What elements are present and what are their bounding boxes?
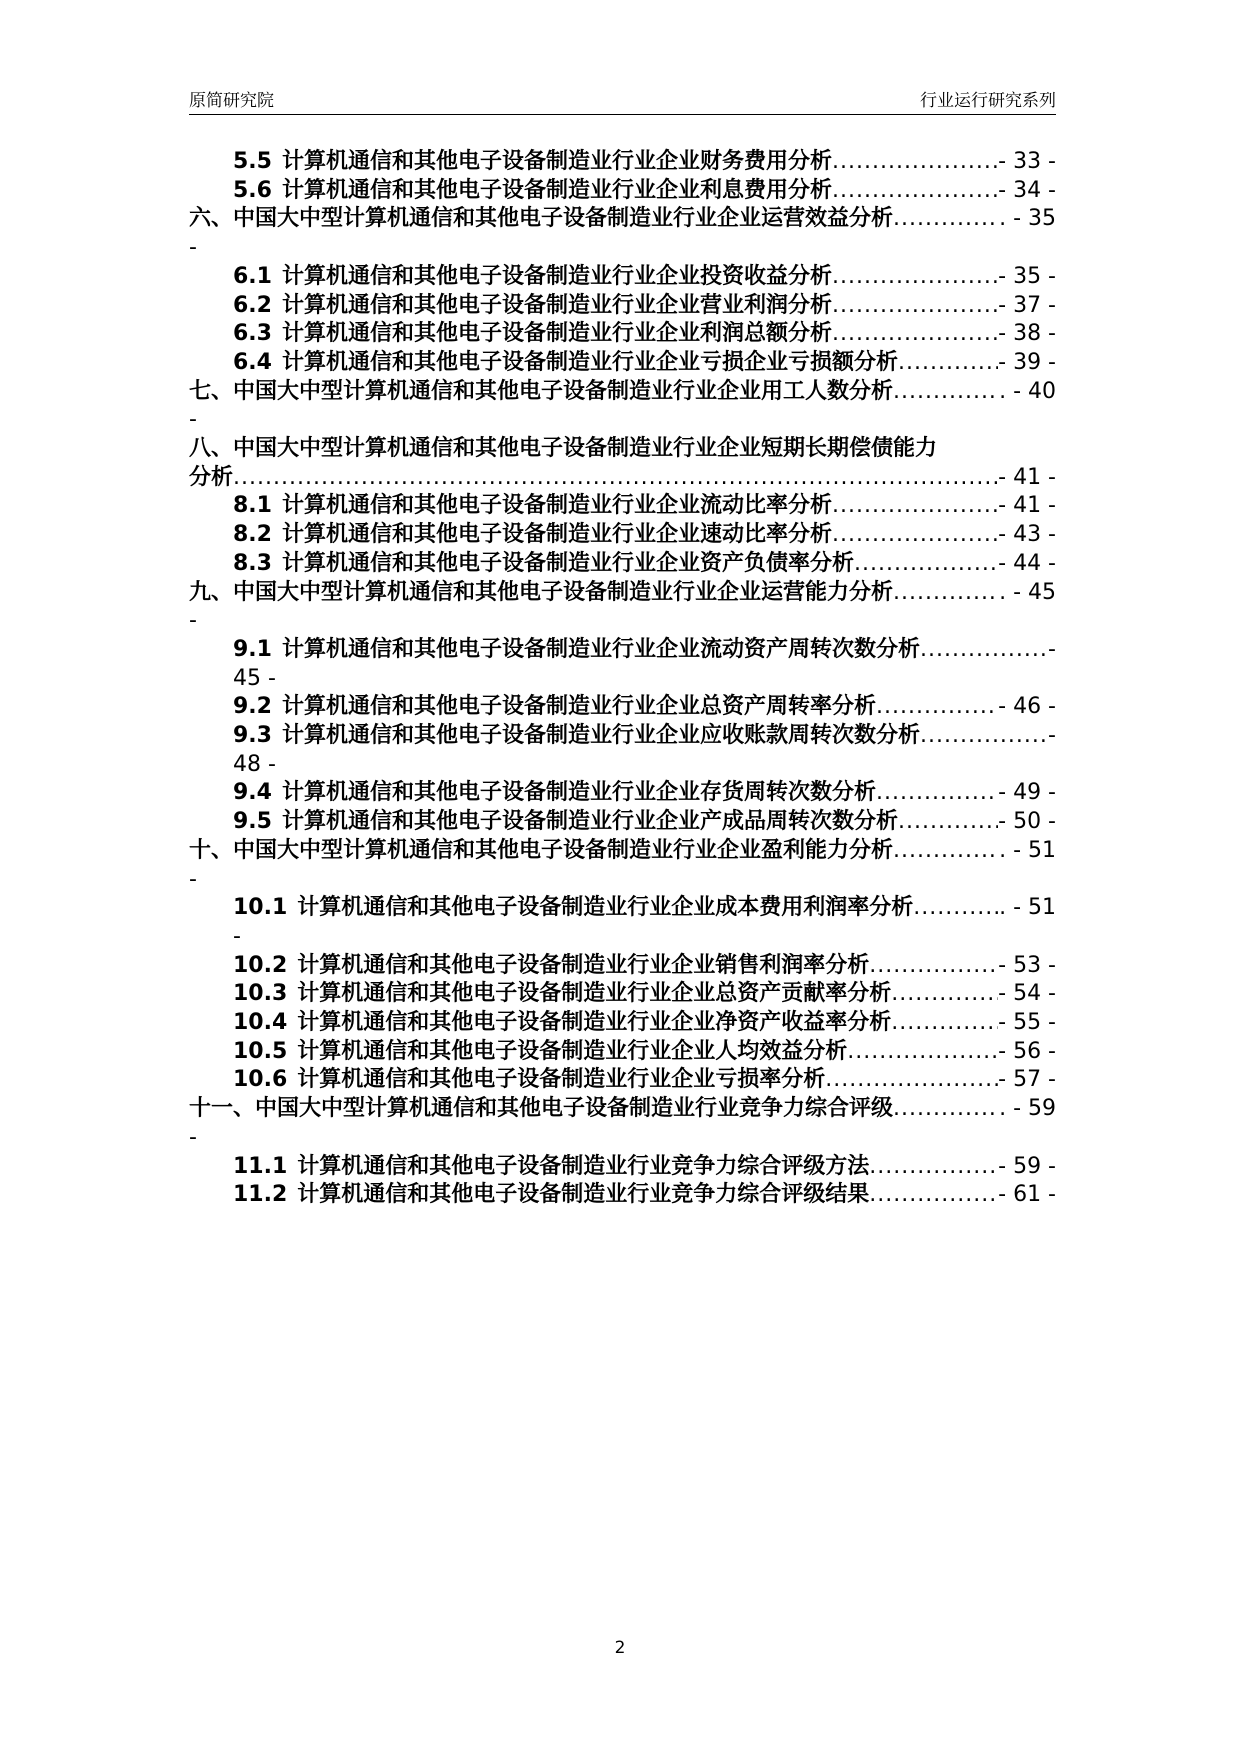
toc-entry-title: 计算机通信和其他电子设备制造业行业企业亏损企业亏损额分析 (281, 349, 898, 375)
toc-leader-dots (832, 261, 998, 293)
toc-leader-dots (920, 720, 1048, 752)
toc-leader-dots (832, 175, 998, 207)
toc-page-continuation: - (189, 1124, 197, 1150)
toc-entry-page: - 38 - (998, 321, 1056, 347)
toc-leader-dots (898, 806, 998, 838)
toc-entry[interactable] (233, 290, 1056, 322)
page-number: 2 (614, 1638, 626, 1658)
toc-entry[interactable] (233, 175, 1056, 207)
toc-entry-page: . - 45 (999, 579, 1056, 605)
toc-leader-dots (876, 777, 998, 809)
toc-entry-number: 5.5 (233, 149, 272, 174)
toc-entry-number: 10.3 (233, 981, 288, 1007)
toc-entry-title: 计算机通信和其他电子设备制造业行业企业人均效益分析 (297, 1038, 848, 1064)
toc-entry[interactable] (189, 433, 1056, 465)
toc-entry-title: 计算机通信和其他电子设备制造业行业企业应收账款周转次数分析 (281, 723, 920, 748)
toc-entry[interactable] (233, 146, 1056, 178)
toc-entry-page: - 35 - (998, 263, 1056, 289)
toc-leader-dots (854, 548, 998, 580)
toc-entry-title: 计算机通信和其他电子设备制造业行业企业净资产收益率分析 (297, 1010, 892, 1035)
header-right-text: 行业运行研究系列 (920, 91, 1056, 111)
toc-entry-title: 计算机通信和其他电子设备制造业行业企业速动比率分析 (281, 522, 832, 548)
toc-entry-number: 11.2 (233, 1182, 288, 1208)
toc-entry-page: - 61 - (998, 1182, 1056, 1208)
toc-entry-page: - 41 - (998, 464, 1056, 490)
toc-entry-title: 六、中国大中型计算机通信和其他电子设备制造业行业企业运营效益分析 (189, 206, 894, 232)
toc-leader-dots (832, 318, 998, 350)
toc-leader-dots (825, 1064, 998, 1096)
toc-entry-continuation[interactable] (189, 462, 1056, 494)
toc-entry-page: - 59 - (998, 1153, 1056, 1179)
toc-entry-number: 6.1 (233, 263, 272, 289)
toc-page-continuation: 45 - (233, 665, 276, 691)
toc-entry-title: 计算机通信和其他电子设备制造业行业企业流动资产周转次数分析 (281, 636, 920, 662)
toc-entry-page: - 49 - (998, 780, 1056, 806)
toc-entry-number: 10.4 (233, 1010, 288, 1035)
toc-entry[interactable] (233, 950, 1056, 982)
toc-entry-number: 6.4 (233, 349, 272, 375)
toc-entry-page: . - 51 (999, 895, 1056, 921)
toc-entry-page: - 33 - (998, 149, 1056, 174)
toc-entry-page: - 37 - (998, 292, 1056, 318)
toc-entry-number: 10.2 (233, 952, 288, 978)
toc-entry[interactable] (233, 634, 1056, 666)
toc-leader-dots (869, 950, 998, 982)
toc-entry[interactable] (233, 1036, 1056, 1068)
toc-entry[interactable] (233, 318, 1056, 350)
toc-leader-dots (832, 519, 998, 551)
toc-entry-number: 9.5 (233, 809, 272, 835)
toc-entry[interactable] (233, 1064, 1056, 1096)
toc-entry-number: 9.2 (233, 694, 272, 720)
toc-entry-page: - 53 - (998, 952, 1056, 978)
toc-entry[interactable] (233, 519, 1056, 551)
toc-entry-page: - 43 - (998, 522, 1056, 548)
toc-entry-title: 九、中国大中型计算机通信和其他电子设备制造业行业企业运营能力分析 (189, 579, 894, 605)
toc-leader-dots (876, 691, 998, 723)
toc-leader-dots (891, 978, 998, 1010)
toc-entry[interactable] (233, 490, 1056, 522)
toc-entry-page: - 56 - (998, 1038, 1056, 1064)
toc-entry-title: 计算机通信和其他电子设备制造业行业企业总资产周转率分析 (281, 694, 876, 720)
toc-entry-title: 计算机通信和其他电子设备制造业行业企业流动比率分析 (281, 493, 832, 519)
toc-entry-page: - (1048, 723, 1056, 748)
toc-entry-title: 计算机通信和其他电子设备制造业行业企业投资收益分析 (281, 263, 832, 289)
toc-entry[interactable] (233, 1007, 1056, 1039)
header-divider (189, 114, 1056, 115)
toc-entry-title: 七、中国大中型计算机通信和其他电子设备制造业行业企业用工人数分析 (189, 378, 894, 404)
toc-entry-page: - 57 - (998, 1067, 1056, 1093)
toc-entry-title: 计算机通信和其他电子设备制造业行业企业销售利润率分析 (297, 952, 870, 978)
toc-entry-title: 计算机通信和其他电子设备制造业行业企业成本费用利润率分析 (297, 895, 914, 921)
toc-entry-title: 计算机通信和其他电子设备制造业行业企业资产负债率分析 (281, 550, 854, 576)
toc-leader-dots (893, 835, 999, 867)
toc-page-continuation: - (233, 923, 241, 949)
toc-entry[interactable] (189, 577, 1056, 609)
toc-entry-title: 计算机通信和其他电子设备制造业行业企业利息费用分析 (281, 177, 832, 203)
toc-page-continuation: - (189, 407, 197, 433)
toc-entry[interactable] (233, 806, 1056, 838)
toc-entry-title: 八、中国大中型计算机通信和其他电子设备制造业行业企业短期长期偿债能力 (189, 436, 938, 461)
toc-entry-page: - 44 - (998, 550, 1056, 576)
toc-entry[interactable] (233, 261, 1056, 293)
toc-leader-dots (233, 462, 998, 494)
toc-entry-number: 10.6 (233, 1067, 288, 1093)
toc-entry[interactable] (189, 1093, 1056, 1125)
toc-entry[interactable] (233, 720, 1056, 752)
toc-leader-dots (920, 634, 1048, 666)
toc-page-continuation: - (189, 235, 197, 261)
toc-leader-dots (913, 892, 999, 924)
toc-entry-title-continued: 分析 (189, 464, 234, 490)
toc-entry-title: 计算机通信和其他电子设备制造业行业企业利润总额分析 (281, 321, 832, 347)
toc-entry-title: 计算机通信和其他电子设备制造业行业企业总资产贡献率分析 (297, 981, 892, 1007)
toc-entry[interactable] (233, 777, 1056, 809)
toc-entry-number: 8.2 (233, 522, 272, 548)
toc-entry-page: . - 35 (999, 206, 1056, 232)
toc-entry[interactable] (189, 835, 1056, 867)
toc-leader-dots (869, 1151, 998, 1183)
toc-entry-number: 9.4 (233, 780, 272, 806)
toc-entry[interactable] (233, 892, 1056, 924)
toc-entry-title: 计算机通信和其他电子设备制造业行业竞争力综合评级方法 (297, 1153, 870, 1179)
toc-entry[interactable] (233, 347, 1056, 379)
toc-entry-number: 6.3 (233, 321, 272, 347)
toc-entry[interactable] (233, 978, 1056, 1010)
toc-entry-number: 10.1 (233, 895, 288, 921)
toc-entry[interactable] (189, 376, 1056, 408)
toc-leader-dots (832, 146, 998, 178)
toc-entry-title: 十一、中国大中型计算机通信和其他电子设备制造业行业竞争力综合评级 (189, 1096, 894, 1122)
toc-entry-title: 十、中国大中型计算机通信和其他电子设备制造业行业企业盈利能力分析 (189, 837, 894, 863)
toc-leader-dots (893, 376, 999, 408)
toc-entry-page: . - 59 (999, 1096, 1056, 1122)
toc-leader-dots (891, 1007, 998, 1039)
toc-entry-number: 9.3 (233, 723, 272, 748)
toc-entry-number: 8.1 (233, 493, 272, 519)
toc-entry[interactable] (189, 203, 1056, 235)
toc-entry-title: 计算机通信和其他电子设备制造业行业企业营业利润分析 (281, 292, 832, 318)
toc-entry-title: 计算机通信和其他电子设备制造业行业竞争力综合评级结果 (297, 1182, 870, 1208)
toc-entry-number: 11.1 (233, 1153, 288, 1179)
toc-leader-dots (893, 1093, 999, 1125)
toc-entry[interactable] (233, 548, 1056, 580)
toc-entry-page: . - 51 (999, 837, 1056, 863)
toc-entry-page: - 46 - (998, 694, 1056, 720)
toc-entry-title: 计算机通信和其他电子设备制造业行业企业存货周转次数分析 (281, 780, 876, 806)
toc-leader-dots (847, 1036, 998, 1068)
toc-entry-number: 8.3 (233, 550, 272, 576)
toc-entry-title: 计算机通信和其他电子设备制造业行业企业财务费用分析 (281, 149, 832, 174)
toc-entry[interactable] (233, 1151, 1056, 1183)
toc-entry-title: 计算机通信和其他电子设备制造业行业企业产成品周转次数分析 (281, 809, 898, 835)
header-left-text: 原简研究院 (189, 91, 274, 111)
toc-entry[interactable] (233, 1179, 1056, 1211)
toc-entry-number: 6.2 (233, 292, 272, 318)
toc-entry-number: 5.6 (233, 177, 272, 203)
toc-entry-page: - 34 - (998, 177, 1056, 203)
toc-page-continuation: 48 - (233, 751, 276, 777)
toc-page-continuation: - (189, 866, 197, 892)
toc-leader-dots (898, 347, 998, 379)
toc-entry-number: 9.1 (233, 636, 272, 662)
toc-leader-dots (832, 290, 998, 322)
toc-entry-page: . - 40 (999, 378, 1056, 404)
toc-entry-page: - 50 - (998, 809, 1056, 835)
toc-entry-number: 10.5 (233, 1038, 288, 1064)
toc-entry-page: - 55 - (998, 1010, 1056, 1035)
toc-entry-page: - (1048, 636, 1056, 662)
toc-entry-page: - 39 - (998, 349, 1056, 375)
toc-entry[interactable] (233, 691, 1056, 723)
toc-leader-dots (832, 490, 998, 522)
toc-entry-title: 计算机通信和其他电子设备制造业行业企业亏损率分析 (297, 1067, 826, 1093)
toc-entry-page: - 54 - (998, 981, 1056, 1007)
toc-page-continuation: - (189, 608, 197, 634)
toc-leader-dots (869, 1179, 998, 1211)
toc-entry-page: - 41 - (998, 493, 1056, 519)
toc-leader-dots (893, 577, 999, 609)
toc-leader-dots (893, 203, 999, 235)
